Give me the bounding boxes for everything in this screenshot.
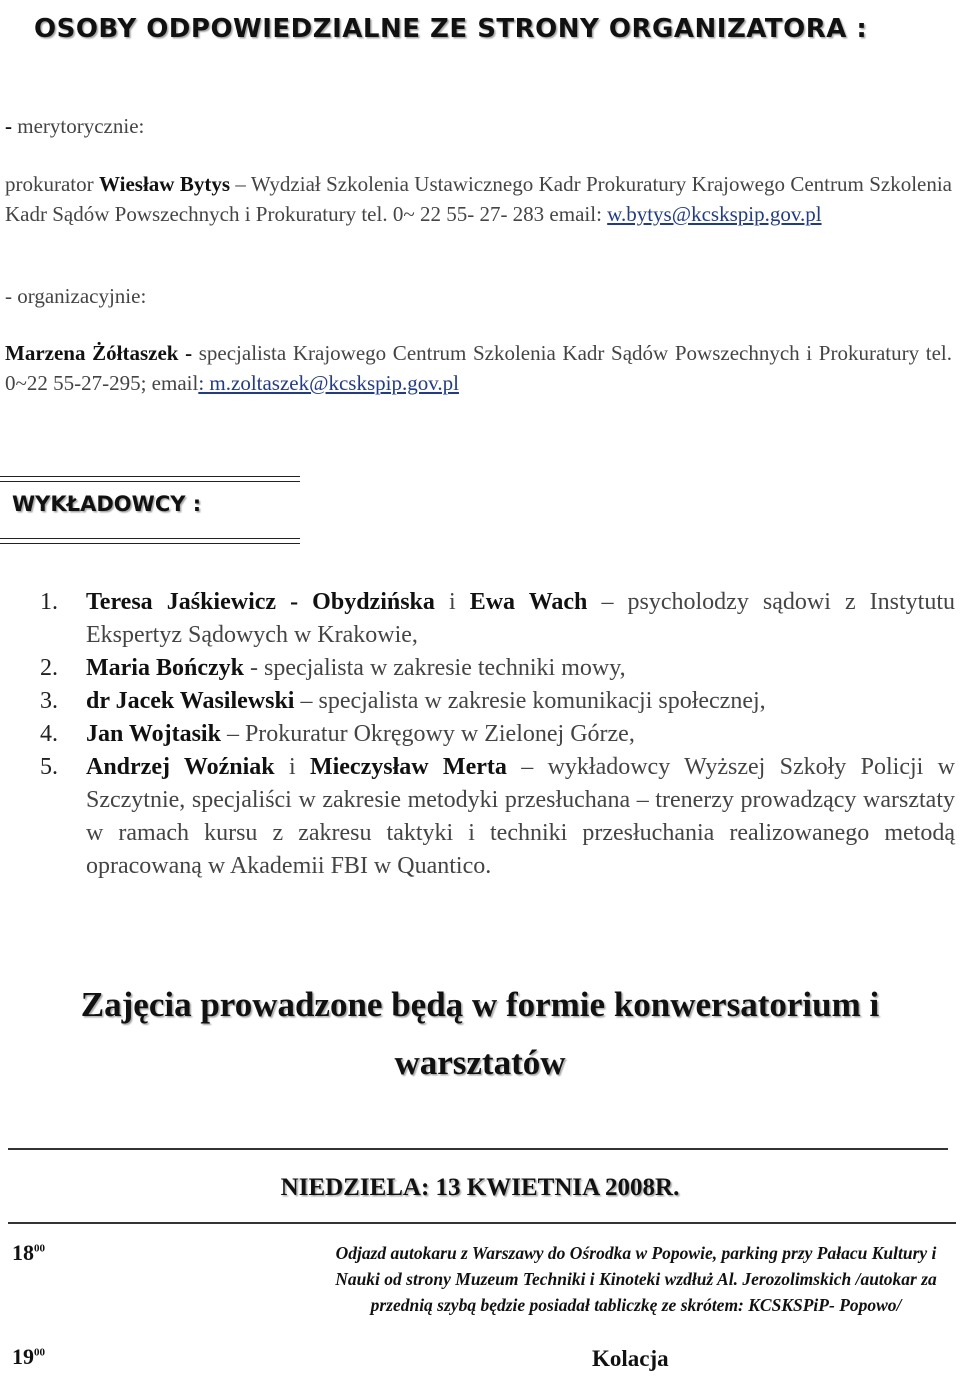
lecturer-name: Ewa Wach [469,589,588,615]
lecturer-name: Teresa Jaśkiewicz - Obydzińska [86,589,435,615]
divider [0,476,300,482]
lecturer-desc: – Prokuratur Okręgowy w Zielonej Górze, [220,721,635,747]
format-heading [0,976,960,1092]
contact-name: Marzena Żółtaszek - [5,341,193,365]
list-number: 2. [40,655,58,681]
label-text: merytorycznie: [12,114,145,138]
format-line: warsztatów [394,1043,566,1082]
list-number: 4. [40,721,58,747]
time-minutes: 00 [34,1242,45,1255]
contact-desc: – Wydział Szkolenia Ustawicznego Kadr Prokuratury Krajowego Centrum Szkolenia Kadr Sądów Powszechnych i Prokuratury tel. 0~ 22 55- 27- 283 email: [5,172,953,226]
schedule-desc: Odjazd autokaru z Warszawy do Ośrodka w Popowie, parking przy Pałacu Kultury i Nauki od strony Muzeum Techniki i Kinoteki wzdłuż Al. Jerozolimskich /autokar za przednią szybą będzie posiadał tabliczkę ze skrótem: KCSKSPiP- Popowo/ [335,1243,937,1315]
lecturer-name: Andrzej Woźniak [86,754,275,780]
lecturer-name: dr Jacek Wasilewski [86,688,295,714]
contact-desc: specjalista Krajowego Centrum Szkolenia Kadr Sądów Powszechnych i Prokuratury tel. 0~22 55-27-295; email [5,341,952,395]
format-line: Zajęcia prowadzone będą w formie konwersatorium i [80,985,880,1024]
lecturer-name: Mieczysław Merta [309,754,507,780]
time-hour: 18 [12,1240,34,1265]
day-title: NIEDZIELA: 13 KWIETNIA 2008R. [280,1174,680,1201]
schedule-time [12,1240,45,1266]
list-number: 5. [40,754,58,780]
lecturer-name: Maria Bończyk [86,655,244,681]
lecturer-desc: – wykładowcy Wyższej Szkoły Policji w Szczytnie, specjaliści w zakresie metodyki przesłuchana – trenerzy prowadzący warsztaty w ramach kursu z zakresu taktyki i techniki przesłuchania realizowanego metodą opracowaną w Akademii FBI w Quantico. [86,754,955,879]
lecturer-desc: – specjalista w zakresie komunikacji społecznej, [294,688,766,714]
divider [0,538,300,544]
lecturer-desc: – psycholodzy sądowi z Instytutu Ekspertyz Sądowych w Krakowie, [86,589,956,648]
list-item [40,586,955,652]
email-link-bytys[interactable]: w.bytys@kcskspip.gov.pl [607,202,822,226]
divider [8,1148,948,1150]
contact-merytoryczne [5,169,952,229]
page-title: OSOBY ODPOWIEDZIALNE ZE STRONY ORGANIZATORA : [34,14,868,44]
connector: i [274,754,310,780]
schedule-time [12,1344,45,1370]
schedule-desc: Kolacja [592,1346,669,1371]
contact-name: Wiesław Bytys [99,172,231,196]
section-label-organizacyjne: - organizacyjnie: [5,284,147,308]
email-link-zoltaszek[interactable]: : m.zoltaszek@kcskspip.gov.pl [198,371,459,395]
lecturer-name: Jan Wojtasik [86,721,221,747]
lecturer-desc: - specjalista w zakresie techniki mowy, [243,655,626,681]
time-hour: 19 [12,1344,34,1369]
section-title-lecturers: WYKŁADOWCY : [12,492,202,516]
list-number: 1. [40,589,58,615]
connector: i [434,589,470,615]
time-minutes: 00 [34,1346,45,1359]
contact-organizacyjne [5,338,952,398]
list-number: 3. [40,688,58,714]
contact-prefix: prokurator [5,172,100,196]
divider [8,1222,956,1224]
section-label-merytoryczne: - merytorycznie: [5,114,145,138]
